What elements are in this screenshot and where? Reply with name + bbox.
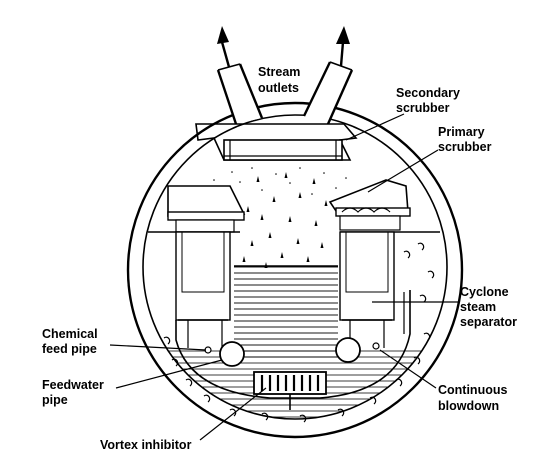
feedwater-pipe-left [220,342,244,366]
svg-text:Chemical: Chemical [42,327,98,341]
outlet-arrow-left-icon [217,26,229,67]
svg-text:Continuous: Continuous [438,383,508,397]
svg-text:feed pipe: feed pipe [42,342,97,356]
svg-text:separator: separator [460,315,517,329]
svg-text:Feedwater: Feedwater [42,378,104,392]
label-chemical-feed-pipe [42,327,98,356]
svg-text:blowdown: blowdown [438,399,500,413]
svg-text:Vortex inhibitor: Vortex inhibitor [100,438,192,452]
label-feedwater-pipe [42,378,104,407]
svg-text:Primary: Primary [438,125,485,139]
label-continuous-blowdown [438,383,507,413]
svg-text:steam: steam [460,300,497,314]
svg-text:pipe: pipe [42,393,68,407]
svg-text:scrubber: scrubber [438,140,492,154]
label-vortex-inhibitor [100,438,192,452]
label-secondary-scrubber [396,86,460,115]
svg-text:scrubber: scrubber [396,101,450,115]
svg-text:Cyclone: Cyclone [460,285,509,299]
cyclone-left [176,232,230,348]
cyclone-right [340,232,394,348]
label-primary-scrubber [438,125,492,154]
feedwater-pipe-right [336,338,360,362]
blowdown-pipe [373,343,379,349]
label-cyclone-steam-separator [460,285,517,329]
secondary-scrubber [196,124,356,160]
steam-speckle [213,167,347,195]
svg-text:Stream: Stream [258,65,301,79]
droplets [243,172,328,268]
label-stream-outlets [258,65,300,95]
svg-text:outlets: outlets [258,81,299,95]
svg-text:Secondary: Secondary [396,86,460,100]
outlet-arrow-right-icon [336,26,350,66]
